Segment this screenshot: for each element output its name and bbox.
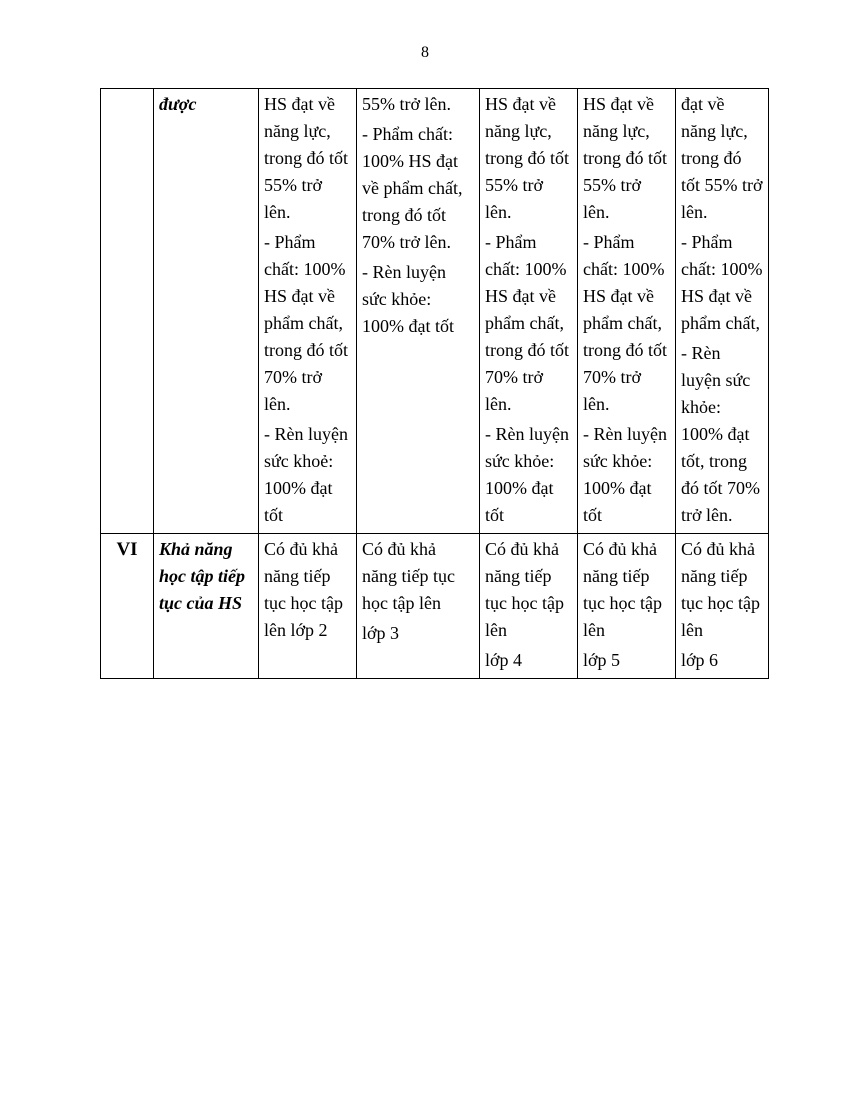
criteria-cell-grade3 [480,89,578,534]
row-label-cell: được [154,89,259,534]
paragraph: Có đủ khả năng tiếp tục học tập lên [681,539,760,640]
criteria-cell-grade1 [259,89,357,534]
criteria-cell-grade2 [357,89,480,534]
paragraph: - Phẩm chất: 100% HS đạt về phẩm chất, trong đó tốt 70% trở lên. [264,232,348,414]
paragraph: lớp 5 [583,650,621,670]
paragraph: HS đạt về năng lực, trong đó tốt 55% trở lên. [264,94,348,222]
ability-cell-grade5 [676,534,769,679]
paragraph: 55% trở lên. [362,94,451,114]
ability-cell-grade4 [578,534,676,679]
table-row-continuation [101,89,769,534]
paragraph: - Phẩm chất: 100% HS đạt về phẩm chất, trong đó tốt 70% trở lên. [583,232,667,414]
paragraph: lớp 3 [362,623,400,643]
ability-cell-grade1 [259,534,357,679]
paragraph: - Rèn luyện sức khỏe: 100% đạt tốt [583,424,667,525]
paragraph: lớp 4 [485,650,523,670]
paragraph: - Phẩm chất: 100% HS đạt về phẩm chất, trong đó tốt 70% trở lên. [485,232,569,414]
row-number-cell [101,89,154,534]
page-number: 8 [421,44,429,61]
paragraph: HS đạt về năng lực, trong đó tốt 55% trở lên. [485,94,569,222]
paragraph: Có đủ khả năng tiếp tục học tập lên lớp 2 [264,539,343,640]
paragraph: lớp 6 [681,650,719,670]
paragraph: - Phẩm chất: 100% HS đạt về phẩm chất, [681,232,763,333]
row-label-cell: Khả năng học tập tiếp tục của HS [154,534,259,679]
paragraph: Có đủ khả năng tiếp tục học tập lên [362,539,455,613]
criteria-cell-grade4 [578,89,676,534]
paragraph: Có đủ khả năng tiếp tục học tập lên [583,539,662,640]
paragraph: - Rèn luyện sức khoẻ: 100% đạt tốt [264,424,348,525]
row-number-cell: VI [101,534,154,679]
paragraph: đạt về năng lực, trong đó tốt 55% trở lên. [681,94,763,222]
criteria-cell-grade5 [676,89,769,534]
paragraph: - Rèn luyện sức khỏe: 100% đạt tốt [362,262,454,336]
ability-cell-grade3 [480,534,578,679]
paragraph: - Rèn luyện sức khỏe: 100% đạt tốt [485,424,569,525]
paragraph: - Rèn luyện sức khỏe: 100% đạt tốt, trong đó tốt 70% trở lên. [681,343,760,525]
paragraph: HS đạt về năng lực, trong đó tốt 55% trở lên. [583,94,667,222]
paragraph: - Phẩm chất: 100% HS đạt về phẩm chất, trong đó tốt 70% trở lên. [362,124,463,252]
paragraph: Có đủ khả năng tiếp tục học tập lên [485,539,564,640]
ability-cell-grade2 [357,534,480,679]
assessment-table [100,88,769,679]
table-row-vi [101,534,769,679]
